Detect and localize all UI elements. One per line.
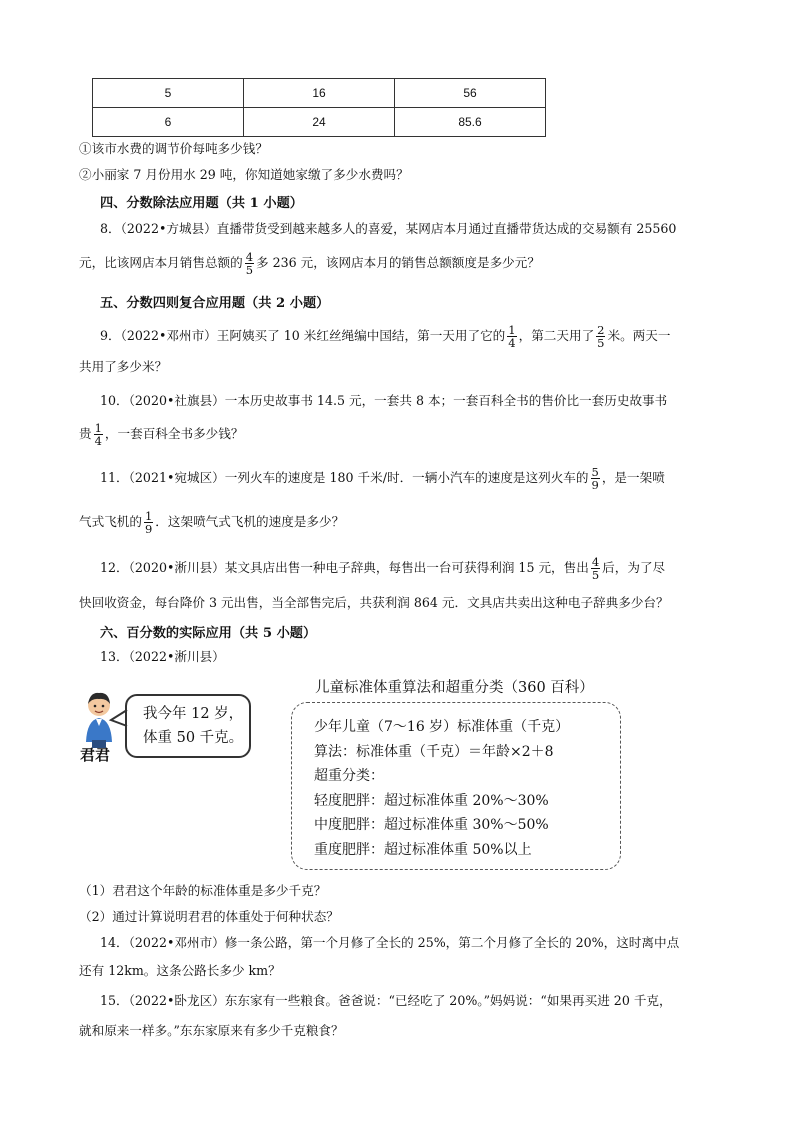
q10-text: ，一套百科全书多少钱？ bbox=[104, 426, 244, 441]
q11-text: ．这架喷气式飞机的速度是多少？ bbox=[155, 514, 345, 529]
q11-text: 11．（2021•宛城区）一列火车的速度是 180 千米/时．一辆小汽车的速度是这列火车的 bbox=[100, 470, 589, 485]
q15-line2: 就和原来一样多。”东东家原来有多少千克粮食？ bbox=[79, 1023, 344, 1038]
fraction bbox=[596, 324, 605, 349]
numerator: 2 bbox=[597, 323, 605, 337]
q8-text: 元，比该网店本月销售总额的 bbox=[79, 255, 243, 270]
table-cell: 5 bbox=[93, 79, 244, 108]
table-cell: 16 bbox=[244, 79, 395, 108]
q9-text: 米。两天一 bbox=[607, 328, 671, 343]
numerator: 4 bbox=[245, 250, 254, 264]
info-box bbox=[291, 702, 621, 870]
info-line: 轻度肥胖：超过标准体重 20%～30% bbox=[314, 792, 549, 809]
q11-line1 bbox=[100, 466, 733, 491]
bubble-line: 我今年 12 岁， bbox=[143, 706, 244, 722]
kid-name: 君君 bbox=[80, 746, 111, 764]
fraction bbox=[144, 510, 153, 535]
speech-bubble bbox=[125, 694, 251, 758]
q9-line2: 共用了多少米？ bbox=[79, 359, 168, 374]
info-line: 中度肥胖：超过标准体重 30%～50% bbox=[314, 817, 549, 833]
q11-text: ，是一架喷 bbox=[601, 470, 665, 485]
denominator: 9 bbox=[144, 522, 153, 536]
q8-line2 bbox=[79, 251, 733, 276]
table-cell: 56 bbox=[395, 79, 546, 108]
fraction bbox=[591, 466, 600, 491]
denominator: 9 bbox=[591, 478, 599, 492]
fraction bbox=[245, 251, 254, 276]
q8-text: 多 236 元，该网店本月的销售总额额度是多少元？ bbox=[256, 255, 540, 270]
fraction bbox=[591, 556, 600, 581]
fraction bbox=[507, 324, 516, 349]
denominator: 4 bbox=[94, 434, 102, 448]
bubble-line: 体重 50 千克。 bbox=[143, 730, 244, 746]
q8-line1: 8．（2022•方城县）直播带货受到越来越多人的喜爱，某网店本月通过直播带货达成的交易额有 25560 bbox=[100, 221, 677, 236]
q13-head: 13．（2022•淅川县） bbox=[100, 649, 225, 664]
info-line: 少年儿童（7～16 岁）标准体重（千克） bbox=[314, 719, 570, 735]
numerator: 1 bbox=[144, 509, 153, 523]
q13-sub2: （2）通过计算说明君君的体重处于何种状态？ bbox=[79, 909, 339, 924]
q14-line2: 还有 12km。这条公路长多少 km？ bbox=[79, 963, 281, 978]
q12-line1 bbox=[100, 556, 733, 581]
denominator: 5 bbox=[597, 336, 605, 350]
q10-text: 贵 bbox=[79, 426, 92, 441]
q12-line2: 快回收资金，每台降价 3 元出售，当全部售完后，共获利润 864 元．文具店共卖出这种电子辞典多少台？ bbox=[79, 595, 669, 610]
q12-text: 后，为了尽 bbox=[602, 560, 666, 575]
q11-line2 bbox=[79, 510, 733, 535]
table-cell: 24 bbox=[244, 108, 395, 137]
q9-text: 9．（2022•邓州市）王阿姨买了 10 米红丝绳编中国结，第一天用了它的 bbox=[100, 328, 506, 343]
q13-sub1: （1）君君这个年龄的标准体重是多少千克？ bbox=[79, 883, 327, 898]
table-row bbox=[93, 108, 546, 137]
q7-sub2: ②小丽家 7 月份用水 29 吨，你知道她家缴了多少水费吗？ bbox=[79, 167, 409, 182]
water-price-table bbox=[92, 78, 546, 137]
denominator: 5 bbox=[591, 568, 600, 582]
denominator: 5 bbox=[245, 263, 254, 277]
q14-line1: 14．（2022•邓州市）修一条公路，第一个月修了全长的 25%，第二个月修了全长的 20%，这时离中点 bbox=[100, 935, 680, 950]
q10-line2 bbox=[79, 422, 733, 447]
numerator: 1 bbox=[94, 421, 102, 435]
section-5-title: 五、分数四则复合应用题（共 2 小题） bbox=[100, 296, 330, 311]
section-4-title: 四、分数除法应用题（共 1 小题） bbox=[100, 196, 303, 211]
numerator: 4 bbox=[591, 555, 600, 569]
table-cell: 85.6 bbox=[395, 108, 546, 137]
denominator: 4 bbox=[508, 336, 516, 350]
info-line: 超重分类： bbox=[314, 768, 384, 784]
q10-line1: 10．（2020•社旗县）一本历史故事书 14.5 元，一套共 8 本；一套百科全书的售价比一套历史故事书 bbox=[100, 393, 668, 408]
table-cell: 6 bbox=[93, 108, 244, 137]
q11-text: 气式飞机的 bbox=[79, 514, 142, 529]
info-box-title: 儿童标准体重算法和超重分类（360 百科） bbox=[315, 680, 594, 696]
section-6-title: 六、百分数的实际应用（共 5 小题） bbox=[100, 626, 317, 641]
q7-sub1: ①该市水费的调节价每吨多少钱？ bbox=[79, 141, 268, 156]
q9-line1 bbox=[100, 324, 733, 349]
info-line: 重度肥胖：超过标准体重 50%以上 bbox=[314, 841, 532, 858]
q15-line1: 15．（2022•卧龙区）东东家有一些粮食。爸爸说：“已经吃了 20%。”妈妈说：“如果再买进 20 千克， bbox=[100, 993, 672, 1008]
info-line: 算法：标准体重（千克）＝年龄×2＋8 bbox=[314, 743, 554, 760]
numerator: 1 bbox=[508, 323, 516, 337]
fraction bbox=[94, 422, 103, 447]
q9-text: ，第二天用了 bbox=[518, 328, 595, 343]
table-row bbox=[93, 79, 546, 108]
numerator: 5 bbox=[591, 465, 599, 479]
q12-text: 12．（2020•淅川县）某文具店出售一种电子辞典，每售出一台可获得利润 15 元，售出 bbox=[100, 560, 589, 575]
